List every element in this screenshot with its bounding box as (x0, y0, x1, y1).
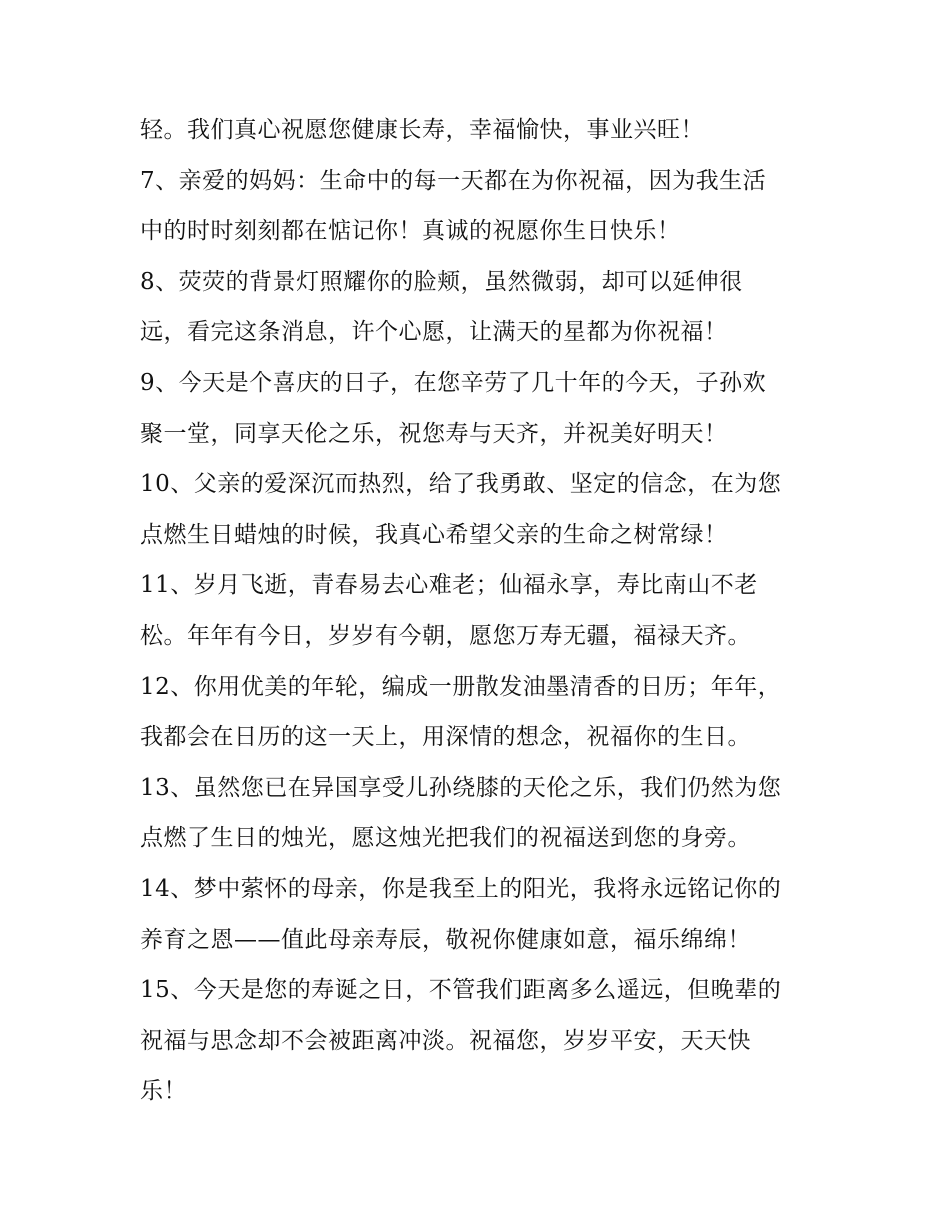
text-block (140, 105, 810, 1117)
text-line: 点燃生日蜡烛的时候，我真心希望父亲的生命之树常绿！ (140, 521, 728, 548)
text-line: 远，看完这条消息，许个心愿，让满天的星都为你祝福！ (140, 319, 728, 346)
text-line: 中的时时刻刻都在惦记你！真诚的祝愿你生日快乐！ (140, 218, 681, 245)
text-line: 我都会在日历的这一天上，用深情的想念，祝福你的生日。 (140, 724, 751, 751)
text-line: 点燃了生日的烛光，愿这烛光把我们的祝福送到您的身旁。 (140, 825, 751, 852)
text-line: 养育之恩——值此母亲寿辰，敬祝你健康如意，福乐绵绵！ (140, 926, 751, 953)
text-line: 15、今天是您的寿诞之日，不管我们距离多么遥远，但晚辈的 (140, 977, 782, 1004)
text-line: 9、今天是个喜庆的日子，在您辛劳了几十年的今天，子孙欢 (140, 369, 767, 396)
text-line: 乐！ (140, 1078, 187, 1105)
text-line: 13、虽然您已在异国享受儿孙绕膝的天伦之乐，我们仍然为您 (140, 774, 782, 801)
text-line: 轻。我们真心祝愿您健康长寿，幸福愉快，事业兴旺！ (140, 117, 704, 143)
text-line: 7、亲爱的妈妈：生命中的每一天都在为你祝福，因为我生活 (140, 167, 767, 194)
text-line: 祝福与思念却不会被距离冲淡。祝福您，岁岁平安，天天快 (140, 1027, 751, 1054)
text-line: 12、你用优美的年轮，编成一册散发油墨清香的日历；年年， (140, 673, 782, 700)
text-line: 10、父亲的爱深沉而热烈，给了我勇敢、坚定的信念，在为您 (140, 471, 782, 498)
text-line: 11、岁月飞逝，青春易去心难老；仙福永享，寿比南山不老 (140, 572, 758, 599)
text-line: 14、梦中萦怀的母亲，你是我至上的阳光，我将永远铭记你的 (140, 875, 782, 902)
text-line: 聚一堂，同享天伦之乐，祝您寿与天齐，并祝美好明天！ (140, 420, 728, 447)
text-line: 8、荧荧的背景灯照耀你的脸颊，虽然微弱，却可以延伸很 (140, 268, 743, 295)
text-line: 松。年年有今日，岁岁有今朝，愿您万寿无疆，福禄天齐。 (140, 622, 751, 649)
